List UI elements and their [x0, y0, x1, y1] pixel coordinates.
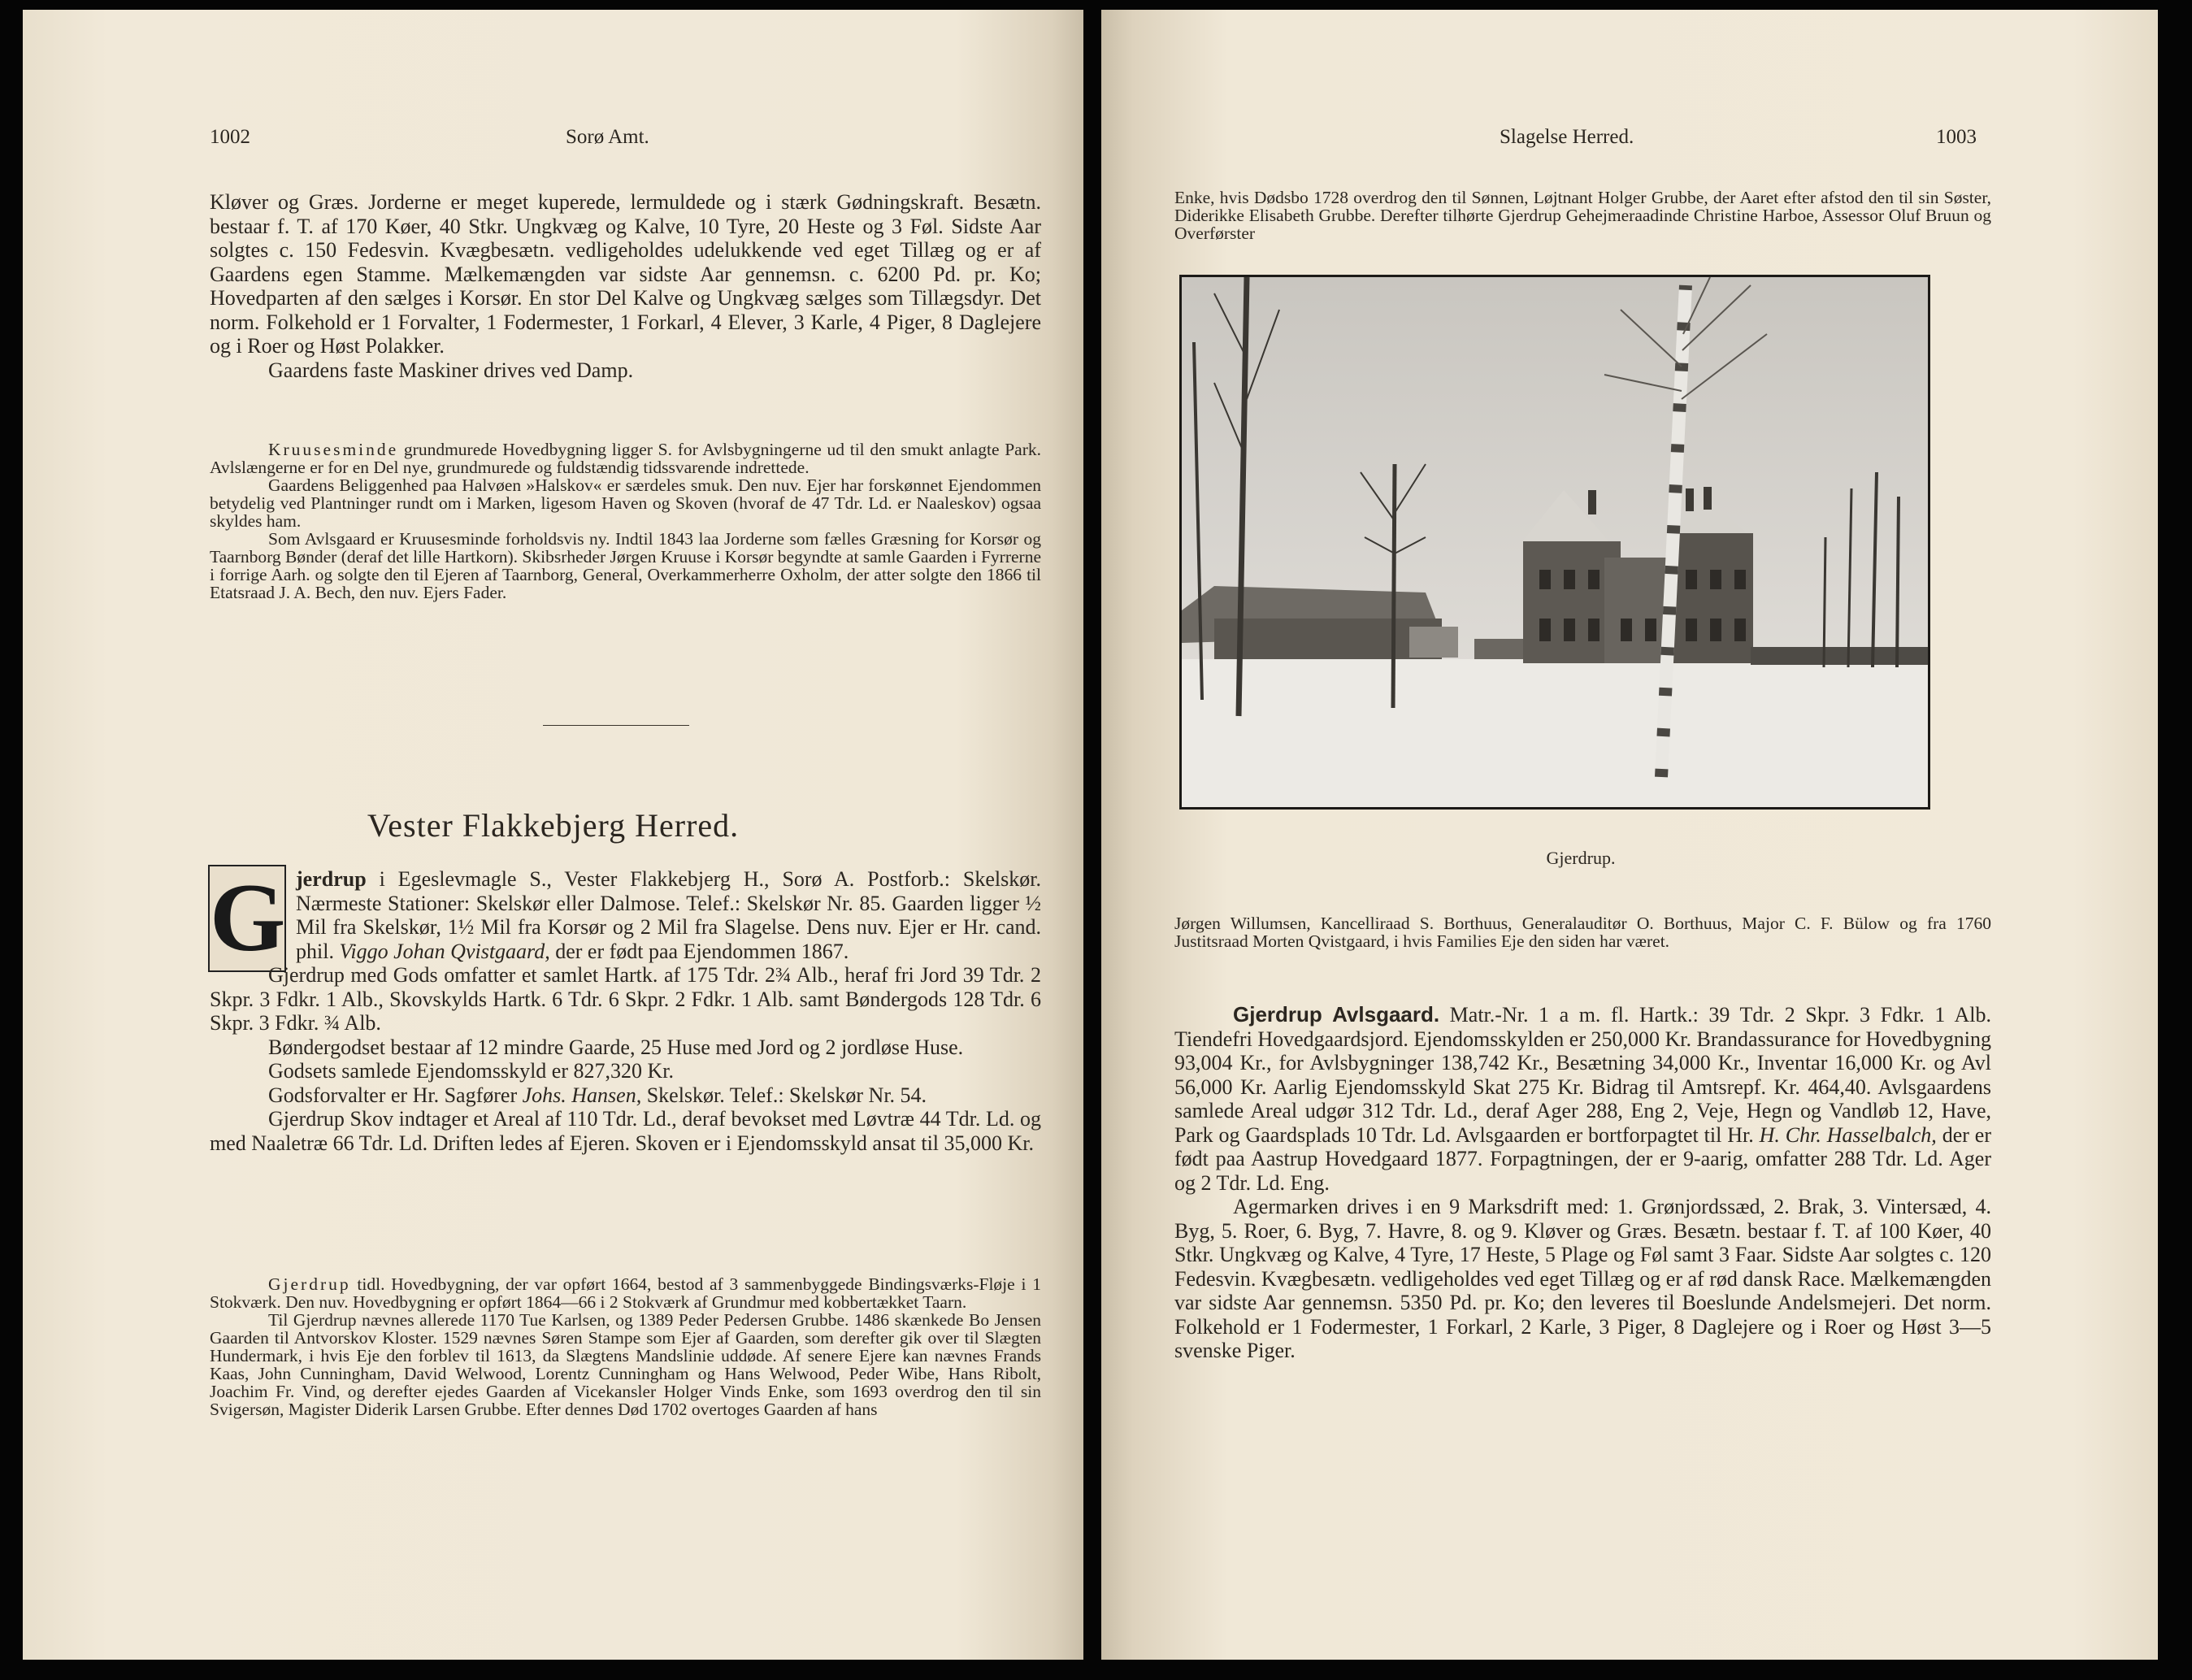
- paragraph: Gaardens faste Maskiner drives ved Damp.: [268, 358, 634, 382]
- paragraph: Gjerdrup Skov indtager et Areal af 110 Tdr. Ld., deraf bevokset med Løvtræ 44 Tdr. Ld. og med Naaletræ 66 Tdr. Ld. Driften ledes af Ejeren. Skoven er i Ejendomsskyld ansat til 35,000 Kr.: [210, 1107, 1041, 1155]
- avlsgaard-entry: [1174, 1003, 1991, 1363]
- owner-name: Viggo Johan Qvistgaard,: [339, 939, 550, 963]
- paragraph: Kløver og Græs. Jorderne er meget kuperede, lermuldede og i stærk Gødningskraft. Besætn. bestaar f. T. af 170 Køer, 40 Stkr. Ungkvæg og Kalve, 10 Tyre, 20 Heste og 3 Føl. Sidste Aar solgtes c. 150 Fedesvin. Kvægbesætn. vedligeholdes udelukkende ved eget Tillæg og er af Gaardens egen Stamme. Mælkemængden var sidste Aar gennemsn. c. 6200 Pd. pr. Ko; Hovedparten af den sælges i Korsør. En stor Del Kalve og Ungkvæg sælges som Tillægsdyr. Det norm. Folkehold er 1 Forvalter, 1 Fodermester, 1 Forkarl, 4 Elever, 3 Karle, 4 Piger, 8 Daglejere og i Roer og Høst Polakker.: [210, 190, 1041, 358]
- small-print-block: [210, 441, 1041, 601]
- place-name: Gjerdrup: [268, 1274, 351, 1294]
- small-print-block: [210, 1275, 1041, 1418]
- page-number: 1002: [210, 126, 250, 148]
- paragraph: Gjerdrup med Gods omfatter et samlet Hartk. af 175 Tdr. 2¾ Alb., heraf fri Jord 39 Tdr. 2 Skpr. 3 Fdkr. 1 Alb., Skovskylds Hartk. 6 Tdr. 6 Skpr. 2 Fdkr. 1 Alb. samt Bøndergods 128 Tdr. 6 Skpr. 3 Fdkr. ¾ Alb.: [210, 963, 1041, 1035]
- paragraph: Godsets samlede Ejendomsskyld er 827,320 Kr.: [268, 1059, 674, 1083]
- running-head: Sorø Amt.: [566, 126, 649, 148]
- paragraph: Gaardens Beliggenhed paa Halvøen »Halskov« er særdeles smuk. Den nuv. Ejer har forskønnet Ejendommen betydelig ved Plantninger rundt om i Marken, ligesom Haven og Skoven (hvoraf de 47 Tdr. Ld. er Naaleskov) ogsaa skyldes ham.: [210, 475, 1041, 531]
- drop-cap: G: [210, 863, 286, 971]
- paragraph: Gjerdrup Avlsgaard. Matr.-Nr. 1 a m. fl. Hartk.: 39 Tdr. 2 Skpr. 3 Fdkr. 1 Alb. Tiendefri Hovedgaardsjord. Ejendomsskylden er 250,000 Kr. Brandassurance for Hovedbygning 93,004 Kr., for Avlsbygninger 138,742 Kr., Besætning 34,000 Kr., Inventar 16,000 Kr. og Avl 56,000 Kr. Aarlig Ejendomsskyld Skat 275 Kr. Bidrag til Amtsrepf. Kr. 464,40. Avlsgaardens samlede Areal udgør 312 Tdr. Ld., deraf Ager 288, Eng 2, Veje, Hegn og Vandløb 12, Have, Park og Gaardsplads 10 Tdr. Ld. Avlsgaarden er bortforpagtet til Hr. H. Chr. Hasselbalch, der er født paa Aastrup Hovedgaard 1877. Forpagtningen, der er 9-aarig, omfatter 288 Tdr. Ld. Ager og 2 Tdr. Ld. Eng.: [1174, 1002, 1992, 1195]
- page-number: 1003: [1936, 126, 1977, 148]
- section-divider: [543, 725, 689, 726]
- place-name: Kruusesminde: [268, 440, 399, 459]
- right-page: [1101, 10, 2158, 1660]
- gjerdrup-entry: [210, 863, 1041, 1155]
- estate-photograph: [1179, 275, 1930, 810]
- paragraph: Godsforvalter er Hr. Sagfører Johs. Hansen, Skelskør. Telef.: Skelskør Nr. 54.: [268, 1083, 927, 1107]
- paragraph: Kruusesminde grundmurede Hovedbygning ligger S. for Avlsbygningerne ud til den smukt anlagte Park. Avlslængerne er for en Del nye, grundmurede og fuldstændig tidssvarende indrettede.: [210, 440, 1041, 477]
- paragraph: Til Gjerdrup nævnes allerede 1170 Tue Karlsen, og 1389 Peder Pedersen Grubbe. 1486 skænkede Bo Jensen Gaarden til Antvorskov Kloster. 1529 nævnes Søren Stampe som Ejer af Gaarden, som derefter gik over til Slægten Hundermark, i hvis Eje den forblev til 1613, da Slægtens Mandslinie uddøde. Af senere Ejere kan nævnes Frands Kaas, John Cunningham, David Welwood, Lorentz Cunningham og Hans Welwood, Peder Wibe, Hans Ribolt, Joachim Fr. Vind, og derefter ejedes Gaarden af Vicekansler Holger Vinds Enke, som 1693 overdrog den til sin Svigersøn, Magister Diderik Larsen Grubbe. Efter dennes Død 1702 overtoges Gaarden af hans: [210, 1310, 1041, 1419]
- paragraph: jerdrup i Egeslevmagle S., Vester Flakkebjerg H., Sorø A. Postforb.: Skelskør. Nærmeste Stationer: Skelskør eller Dalmose. Telef.: Skelskør Nr. 85. Gaarden ligger ½ Mil fra Skelskør, 1½ Mil fra Korsør og 2 Mil fra Slagelse. Dens nuv. Ejer er Hr. cand. phil. Viggo Johan Qvistgaard, der er født paa Ejendommen 1867.: [296, 867, 1041, 963]
- left-page: [23, 10, 1083, 1660]
- photo-illustration: [1182, 277, 1928, 807]
- person-name: Johs. Hansen,: [522, 1083, 642, 1107]
- paragraph: Gjerdrup tidl. Hovedbygning, der var opført 1664, bestod af 3 sammenbyggede Bindingsværks-Fløje i 1 Stokværk. Den nuv. Hovedbygning er opført 1864—66 i 2 Stokværk af Grundmur med kobbertækket Taarn.: [210, 1274, 1041, 1312]
- person-name: H. Chr. Hasselbalch,: [1759, 1122, 1937, 1147]
- paragraph: Jørgen Willumsen, Kancelliraad S. Borthuus, Generalauditør O. Borthuus, Major C. F. Bülow og fra 1760 Justitsraad Morten Qvistgaard, i hvis Families Eje den siden har været.: [1174, 914, 1991, 951]
- section-title: Vester Flakkebjerg Herred.: [367, 807, 740, 844]
- small-print-block: [1174, 189, 1991, 242]
- photo-caption: Gjerdrup.: [1546, 848, 1616, 868]
- paragraph: Enke, hvis Dødsbo 1728 overdrog den til Sønnen, Løjtnant Holger Grubbe, der Aaret efter afstod den til sin Søster, Diderikke Elisabeth Grubbe. Derefter tilhørte Gjerdrup Gehejmeraadinde Christine Harboe, Assessor Oluf Bruun og Overførster: [1174, 188, 1991, 243]
- small-print-block: [1174, 914, 1991, 950]
- body-text-block: [210, 190, 1041, 382]
- paragraph: Som Avlsgaard er Kruusesminde forholdsvis ny. Indtil 1843 laa Jorderne som fælles Græsning for Korsør og Taarnborg Bønder (deraf det lille Hartkorn). Skibsrheder Jørgen Kruuse i Korsør begyndte at samle Gaarden i Fyrrerne i forrige Aarh. og solgte den til Ejeren af Taarnborg, General, Overkammerherre Oxholm, der atter solgte den 1866 til Etatsraad J. A. Bech, den nuv. Ejers Fader.: [210, 529, 1041, 602]
- entry-title: jerdrup: [296, 867, 367, 891]
- running-head: Slagelse Herred.: [1500, 126, 1634, 148]
- entry-title: Gjerdrup Avlsgaard.: [1233, 1002, 1440, 1027]
- paragraph: Bøndergodset bestaar af 12 mindre Gaarde, 25 Huse med Jord og 2 jordløse Huse.: [268, 1035, 964, 1059]
- paragraph: Agermarken drives i en 9 Marksdrift med: 1. Grønjordssæd, 2. Brak, 3. Vintersæd, 4. Byg, 5. Roer, 6. Byg, 7. Havre, 8. og 9. Kløver og Græs. Besætn. bestaar f. T. af 100 Køer, 40 Stkr. Ungkvæg og Kalve, 4 Tyre, 17 Heste, 5 Plage og Føl samt 3 Faar. Sidste Aar solgtes c. 120 Fedesvin. Kvægbesætn. vedligeholdes ved eget Tillæg og er af rød dansk Race. Mælkemængden var sidste Aar gennemsn. 5350 Pd. pr. Ko; den leveres til Boeslunde Andelsmejeri. Det norm. Folkehold er 1 Fodermester, 1 Forkarl, 2 Karle, 3 Piger, 8 Daglejere og i Roer og Høst 3—5 svenske Piger.: [1174, 1195, 1991, 1362]
